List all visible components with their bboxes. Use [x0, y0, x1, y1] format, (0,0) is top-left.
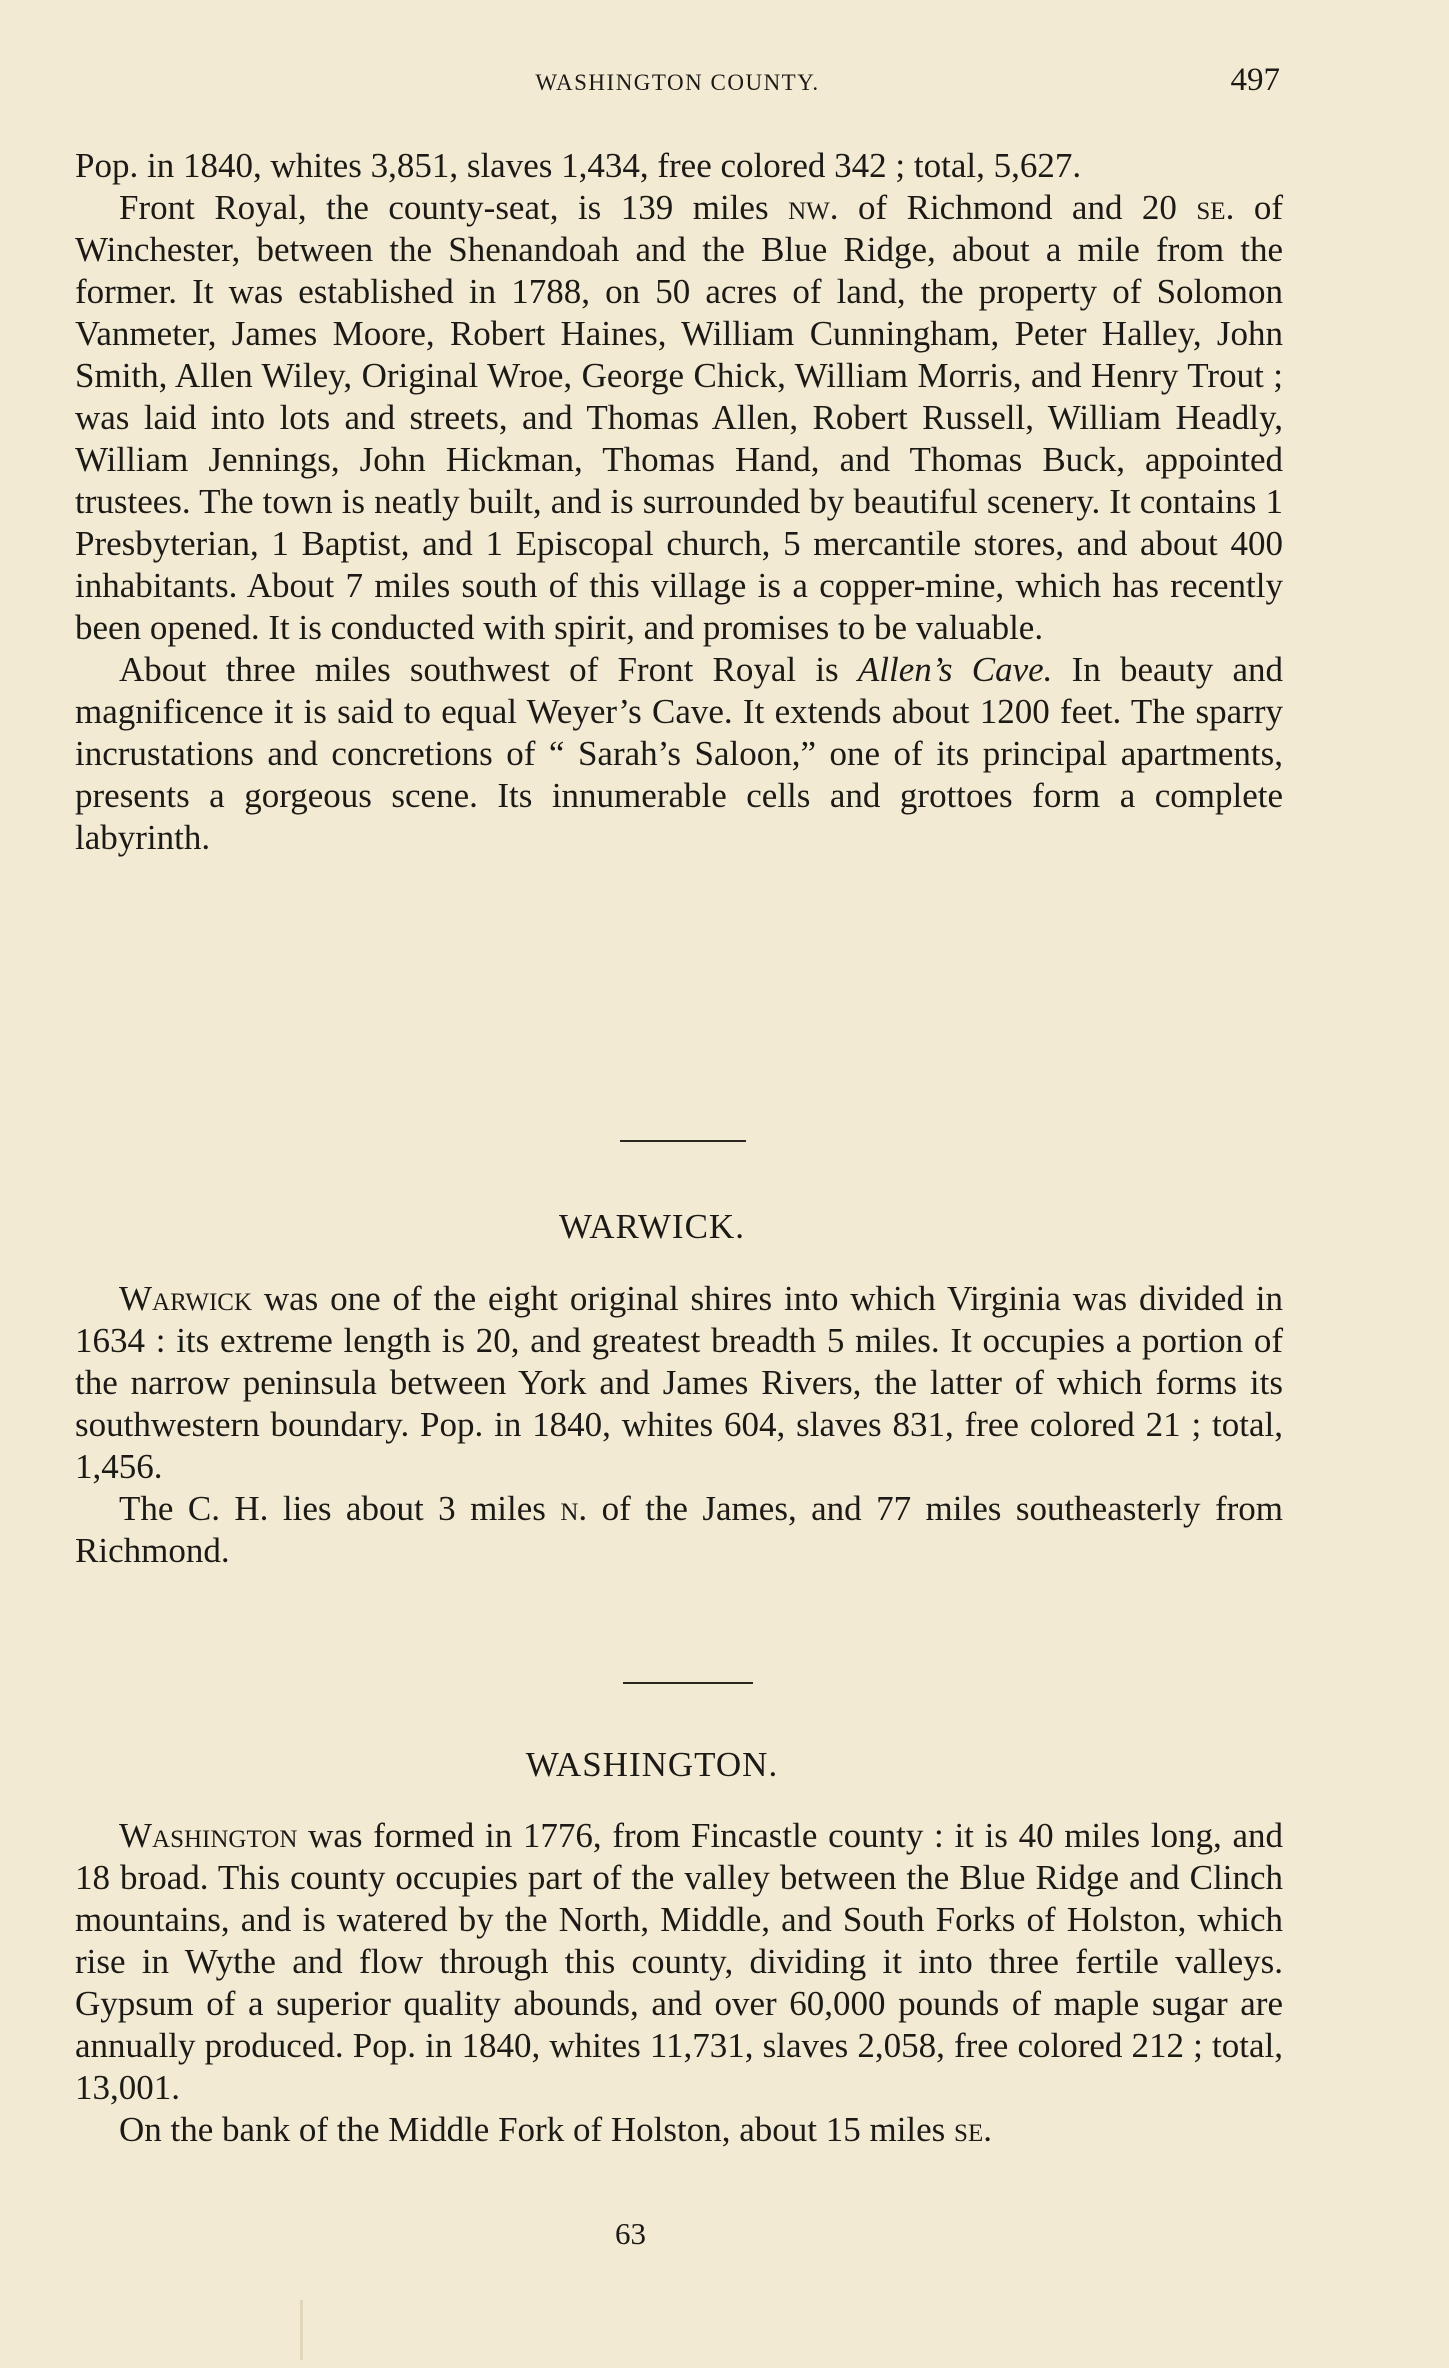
population-paragraph: Pop. in 1840, whites 3,851, slaves 1,434, free colored 342 ; total, 5,627. [75, 146, 1082, 185]
allens-cave-text-b: In beauty and magnificence it is said to equal Weyer’s Cave. It extends about 1200 feet. The sparry incrustations and concretions of “ Sarah’s Saloon,” one of its principal apartments, presents a gorgeous scene. Its innumerable cells and grottoes form a complete labyrinth. [75, 650, 1283, 857]
running-head [75, 62, 1280, 102]
washington-heading: WASHINGTON. [525, 1745, 779, 1784]
front-royal-text-a: Front Royal, the county-seat, is 139 miles [119, 188, 789, 227]
direction-se: se. [954, 2110, 992, 2149]
warwick-courthouse-paragraph [75, 1488, 1283, 1572]
warwick-ch-text-b: of the James, and 77 miles southeasterly from Richmond. [75, 1489, 1283, 1570]
warwick-ch-text-a: The C. H. lies about 3 miles [119, 1489, 561, 1528]
allens-cave-name: Allen’s Cave. [857, 650, 1053, 689]
washington-county-continued-text [75, 145, 1283, 859]
direction-n: n. [560, 1489, 588, 1528]
page-number: 497 [1230, 62, 1280, 98]
front-royal-paragraph [75, 187, 1283, 649]
front-royal-text-b: of Richmond and 20 [838, 188, 1197, 227]
direction-se: se. [1196, 188, 1235, 227]
washington-body: was formed in 1776, from Fincastle county : it is 40 miles long, and 18 broad. This county occupies part of the valley between the Blue Ridge and Clinch mountains, and is watered by the North, Middle, and South Forks of Holston, which rise in Wythe and flow through this county, dividing it into three fertile valleys. Gypsum of a superior quality abounds, and over 60,000 pounds of maple sugar are annually produced. Pop. in 1840, whites 11,731, slaves 2,058, free colored 212 ; total, 13,001. [75, 1816, 1283, 2107]
warwick-body: was one of the eight original shires into which Virginia was divided in 1634 : its extreme length is 20, and greatest breadth 5 miles. It occupies a portion of the narrow peninsula between York and James Rivers, the latter of which forms its southwestern boundary. Pop. in 1840, whites 604, slaves 831, free colored 21 ; total, 1,456. [75, 1279, 1283, 1486]
running-title: WASHINGTON COUNTY. [535, 70, 820, 95]
warwick-heading: WARWICK. [559, 1207, 745, 1246]
middle-fork-paragraph [75, 2109, 1283, 2151]
washington-text [75, 1815, 1283, 2151]
section-divider [620, 1140, 746, 1142]
section-divider [623, 1682, 753, 1684]
washington-lead: Washington [119, 1816, 298, 1855]
allens-cave-text-a: About three miles southwest of Front Royal is [119, 650, 858, 689]
paper-mark [300, 2300, 303, 2360]
warwick-lead: Warwick [119, 1279, 253, 1318]
warwick-text [75, 1278, 1283, 1572]
washington-paragraph [75, 1815, 1283, 2109]
middle-fork-text: On the bank of the Middle Fork of Holston, about 15 miles [119, 2110, 955, 2149]
signature-mark: 63 [615, 2216, 646, 2251]
direction-nw: nw. [788, 188, 839, 227]
allens-cave-paragraph [75, 649, 1283, 859]
warwick-paragraph [75, 1278, 1283, 1488]
front-royal-text-c: of Winchester, between the Shenandoah and the Blue Ridge, about a mile from the former. It was established in 1788, on 50 acres of land, the property of Solomon Vanmeter, James Moore, Robert Haines, William Cunningham, Peter Halley, John Smith, Allen Wiley, Original Wroe, George Chick, William Morris, and Henry Trout ; was laid into lots and streets, and Thomas Allen, Robert Russell, William Headly, William Jennings, John Hickman, Thomas Hand, and Thomas Buck, appointed trustees. The town is neatly built, and is surrounded by beautiful scenery. It contains 1 Presbyterian, 1 Baptist, and 1 Episcopal church, 5 mercantile stores, and about 400 inhabitants. About 7 miles south of this village is a copper-mine, which has recently been opened. It is conducted with spirit, and promises to be valuable. [75, 188, 1283, 647]
